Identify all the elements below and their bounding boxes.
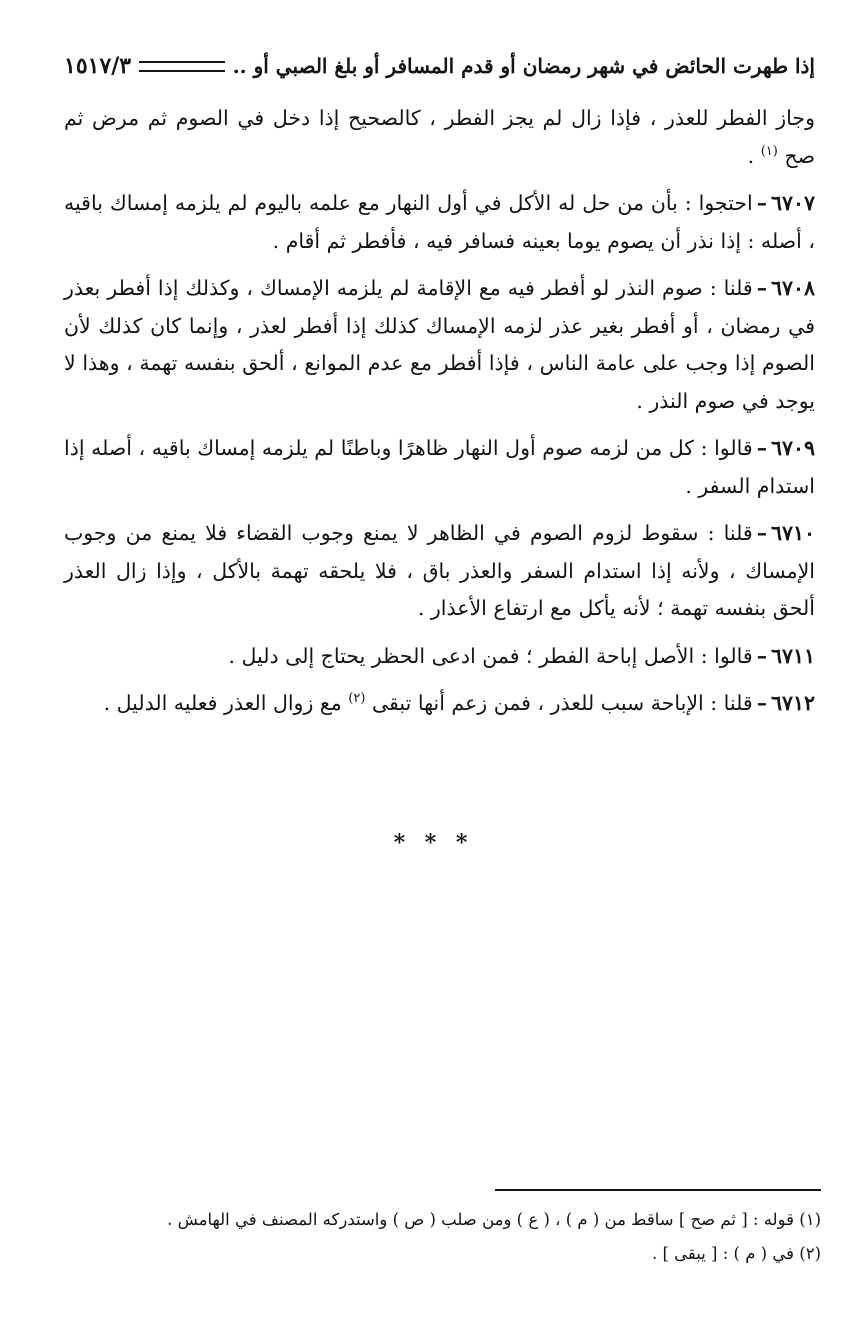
paragraph-6712 bbox=[64, 685, 815, 723]
paragraph-6710 bbox=[64, 515, 815, 628]
footnote-1: (١) قوله : [ ثم صح ] ساقط من ( م ) ، ( ع ) ومن صلب ( ص ) واستدركه المصنف في الهامش . bbox=[167, 1210, 821, 1229]
dash: – bbox=[756, 436, 767, 460]
paragraph-text: قالوا : كل من لزمه صوم أول النهار ظاهرًا وباطنًا لم يلزمه إمساك باقيه ، أصله إذا استدام السفر . bbox=[64, 436, 815, 498]
paragraph-text: احتجوا : بأن من حل له الأكل في أول النهار مع علمه باليوم لم يلزمه إمساك باقيه ، أصله : إذا نذر أن يصوم يوما بعينه فسافر فيه ، فأفطر ثم أقام . bbox=[64, 191, 815, 253]
paragraph-text-after: مع زوال العذر فعليه الدليل . bbox=[103, 691, 349, 715]
page-folio: ١٥١٧/٣ bbox=[64, 53, 132, 79]
paragraph-6711 bbox=[64, 638, 815, 676]
paragraph-text: قالوا : الأصل إباحة الفطر ؛ فمن ادعى الحظر يحتاج إلى دليل . bbox=[228, 643, 753, 668]
footnote-2: (٢) في ( م ) : [ يبقى ] . bbox=[651, 1244, 821, 1263]
running-title: إذا طهرت الحائض في شهر رمضان أو قدم المسافر أو بلغ الصبي أو .. bbox=[232, 54, 815, 78]
main-text bbox=[64, 100, 815, 733]
paragraph-text: قلنا : سقوط لزوم الصوم في الظاهر لا يمنع وجوب القضاء فلا يمنع من وجوب الإمساك ، ولأنه إذا استدام السفر والعذر باق ، فلا يلحقه تهمة بالأكل ، وإذا زال العذر ألحق بنفسه تهمة ؛ لأنه يأكل مع ارتفاع الأعذار . bbox=[64, 521, 815, 620]
paragraph-number: ٦٧٠٧ bbox=[770, 191, 815, 215]
paragraph-text: وجاز الفطر للعذر ، فإذا زال لم يجز الفطر ، كالصحيح إذا دخل في الصوم ثم مرض ثم صح bbox=[64, 106, 815, 168]
footnote-ref: (١) bbox=[760, 143, 778, 159]
paragraph-text-after: . bbox=[747, 143, 761, 168]
paragraph-text: قلنا : صوم النذر لو أفطر فيه مع الإقامة لم يلزمه الإمساك ، وكذلك إذا أفطر بعذر في رمضان ، أو أفطر بغير عذر لزمه الإمساك كذلك إذا أفطر لعذر ، وإنما كان كذلك لأن الصوم إذا وجب على عامة الناس ، فإذا أفطر مع عدم الموانع ، ألحق بنفسه تهمة ، وهذا لا يوجد في صوم النذر . bbox=[64, 276, 815, 413]
paragraph-continuation bbox=[64, 100, 815, 175]
paragraph-6708 bbox=[64, 270, 815, 420]
dash: – bbox=[756, 521, 767, 545]
dash: – bbox=[756, 691, 767, 715]
paragraph-number: ٦٧١٢ bbox=[770, 691, 815, 715]
section-separator: * * * bbox=[393, 830, 474, 856]
paragraph-number: ٦٧١٠ bbox=[770, 521, 815, 545]
paragraph-6709 bbox=[64, 430, 815, 505]
paragraph-number: ٦٧٠٨ bbox=[770, 276, 815, 300]
footnote-rule bbox=[495, 1189, 821, 1191]
paragraph-number: ٦٧٠٩ bbox=[770, 436, 815, 460]
dash: – bbox=[756, 643, 767, 668]
paragraph-text: قلنا : الإباحة سبب للعذر ، فمن زعم أنها تبقى bbox=[371, 691, 753, 715]
footnote-ref: (٢) bbox=[348, 691, 366, 707]
header-double-rule bbox=[139, 61, 225, 72]
dash: – bbox=[756, 191, 767, 215]
dash: – bbox=[756, 276, 767, 300]
page-header bbox=[64, 46, 815, 86]
paragraph-number: ٦٧١١ bbox=[770, 643, 815, 668]
footnotes bbox=[64, 1203, 821, 1271]
paragraph-6707 bbox=[64, 185, 815, 260]
